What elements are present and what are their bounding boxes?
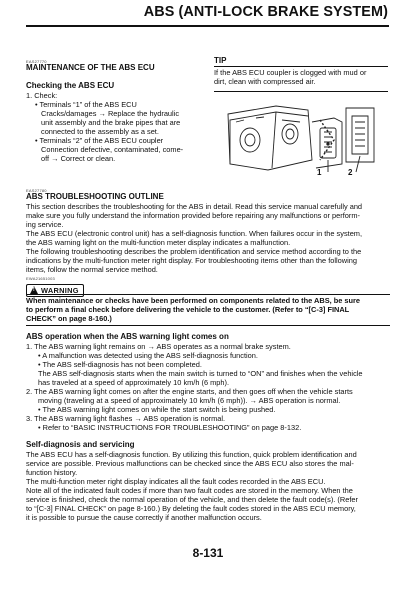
tip-top-rule xyxy=(214,66,388,67)
callout-1: 1 xyxy=(317,168,322,177)
selfdiag-line1: The ABS ECU has a self-diagnosis function. By utilizing this function, quick problem identification and xyxy=(26,450,357,459)
selfdiag-line8: it is possible to pursue the cause correctly if another malfunction occurs. xyxy=(26,513,262,522)
operation-item-2-line1: 2. The ABS warning light comes on after the engine starts, and then goes off when the vehicle starts xyxy=(26,387,353,396)
page-number: 8-131 xyxy=(192,546,224,560)
operation-item-1: 1. The ABS warning light remains on → ABS operates as a normal brake system. xyxy=(26,342,291,351)
selfdiag-line5: Note all of the indicated fault codes if more than two fault codes are stored in the memory. When the xyxy=(26,486,353,495)
tip-text-line2: dirt, clean with compressed air. xyxy=(214,77,316,86)
bullet-terminals-2-line3: off → Correct or clean. xyxy=(41,154,116,163)
selfdiag-line2: service are possible. Previous malfunctions can be checked since the ABS ECU also stores the mal- xyxy=(26,459,354,468)
selfdiag-line7: to “[C-3] FINAL CHECK” on page 8-160.) By deleting the fault codes stored in the ABS ECU memory, xyxy=(26,504,356,513)
para2-line1: The ABS ECU (electronic control unit) has a self-diagnosis function. When failures occur in the system, xyxy=(26,229,363,238)
bullet-terminals-1-line4: connected to the assembly as a set. xyxy=(41,127,159,136)
operation-item-3: 3. The ABS warning light flashes → ABS operation is normal. xyxy=(26,414,226,423)
section-heading-troubleshooting: ABS TROUBLESHOOTING OUTLINE xyxy=(26,192,164,201)
warning-line1: When maintenance or checks have been performed on components related to the ABS, be sure xyxy=(26,296,361,305)
selfdiag-line3: function history. xyxy=(26,468,78,477)
tip-text-line1: If the ABS ECU coupler is clogged with mud or xyxy=(214,68,367,77)
operation-item-1-note-line2: has traveled at a speed of approximately 10 km/h (6 mph). xyxy=(38,378,230,387)
operation-item-2-bullet-1: • The ABS warning light comes on while the start switch is being pushed. xyxy=(38,405,276,414)
section-code: EAS27770 xyxy=(26,59,47,64)
warning-label: WARNING xyxy=(41,285,79,295)
warning-bottom-rule xyxy=(26,325,390,326)
warning-line2: to perform a final check before delivering the vehicle to the customer. (Refer to “[C-3] FINAL xyxy=(26,305,350,314)
maintenance-steps xyxy=(26,91,206,163)
abs-ecu-drawing xyxy=(216,100,384,180)
warning-line3: CHECK” on page 8-160.) xyxy=(26,314,112,323)
para3-line2: indications by the multi-function meter right display. For troubleshooting items other than the following xyxy=(26,256,357,265)
callout-2: 2 xyxy=(348,168,353,177)
para3-line1: The following troubleshooting describes the problem identification and service method according to the xyxy=(26,247,362,256)
subheading-self-diagnosis: Self-diagnosis and servicing xyxy=(26,440,135,449)
para2-line2: the ABS warning light on the multi-function meter display indicates a malfunction. xyxy=(26,238,291,247)
tip-label: TIP xyxy=(214,56,227,65)
abs-ecu-illustration xyxy=(216,100,384,180)
section-code-troubleshooting: EAS27780 xyxy=(26,188,47,193)
section-heading-maintenance: MAINTENANCE OF THE ABS ECU xyxy=(26,63,155,72)
operation-item-1-bullet-2: • The ABS self-diagnosis has not been completed. xyxy=(38,360,202,369)
abs-operation-list xyxy=(26,342,398,432)
warning-code: EWA21651003 xyxy=(26,276,55,281)
step-check: 1. Check: xyxy=(26,91,58,100)
bullet-terminals-2: • Terminals “2” of the ABS ECU coupler xyxy=(35,136,164,145)
warning-top-rule xyxy=(26,294,390,295)
tip-text xyxy=(214,68,390,86)
bullet-terminals-1-line3: unit assembly and the brake pipes that are xyxy=(41,118,181,127)
subheading-abs-operation: ABS operation when the ABS warning light comes on xyxy=(26,332,229,341)
bullet-terminals-1-line2: Cracks/damages → Replace the hydraulic xyxy=(41,109,180,118)
troubleshooting-body xyxy=(26,202,396,274)
selfdiag-line6: service is finished, check the normal operation of the vehicle, and then delete the fault code(s). (Refer xyxy=(26,495,358,504)
operation-item-1-note-line1: The ABS self-diagnosis starts when the main switch is turned to “ON” and finishes when the vehicle xyxy=(38,369,363,378)
warning-text xyxy=(26,296,396,323)
warning-triangle-icon: ! xyxy=(30,286,38,294)
para1-line3: ing service. xyxy=(26,220,64,229)
operation-item-1-bullet-1: • A malfunction was detected using the ABS self-diagnosis function. xyxy=(38,351,258,360)
operation-item-2-line2: moving (traveling at a speed of approximately 10 km/h (6 mph)). → ABS operation is normal. xyxy=(38,396,341,405)
subheading-checking: Checking the ABS ECU xyxy=(26,81,115,90)
para3-line3: items, follow the normal service method. xyxy=(26,265,158,274)
self-diagnosis-body xyxy=(26,450,398,522)
operation-item-3-bullet-1: • Refer to “BASIC INSTRUCTIONS FOR TROUBLESHOOTING” on page 8-132. xyxy=(38,423,302,432)
header-rule xyxy=(26,25,389,27)
para1-line1: This section describes the troubleshooting for the ABS in detail. Read this service manual carefully and xyxy=(26,202,363,211)
page-header-title: ABS (ANTI-LOCK BRAKE SYSTEM) xyxy=(143,4,388,20)
bullet-terminals-2-line2: Connection defective, contaminated, come- xyxy=(41,145,184,154)
para1-line2: make sure you fully understand the information provided before repairing any malfunctions or perform- xyxy=(26,211,360,220)
selfdiag-line4: The multi-function meter right display indicates all the fault codes recorded in the ABS ECU. xyxy=(26,477,326,486)
tip-bottom-rule xyxy=(214,91,388,92)
bullet-terminals-1: • Terminals “1” of the ABS ECU xyxy=(35,100,137,109)
